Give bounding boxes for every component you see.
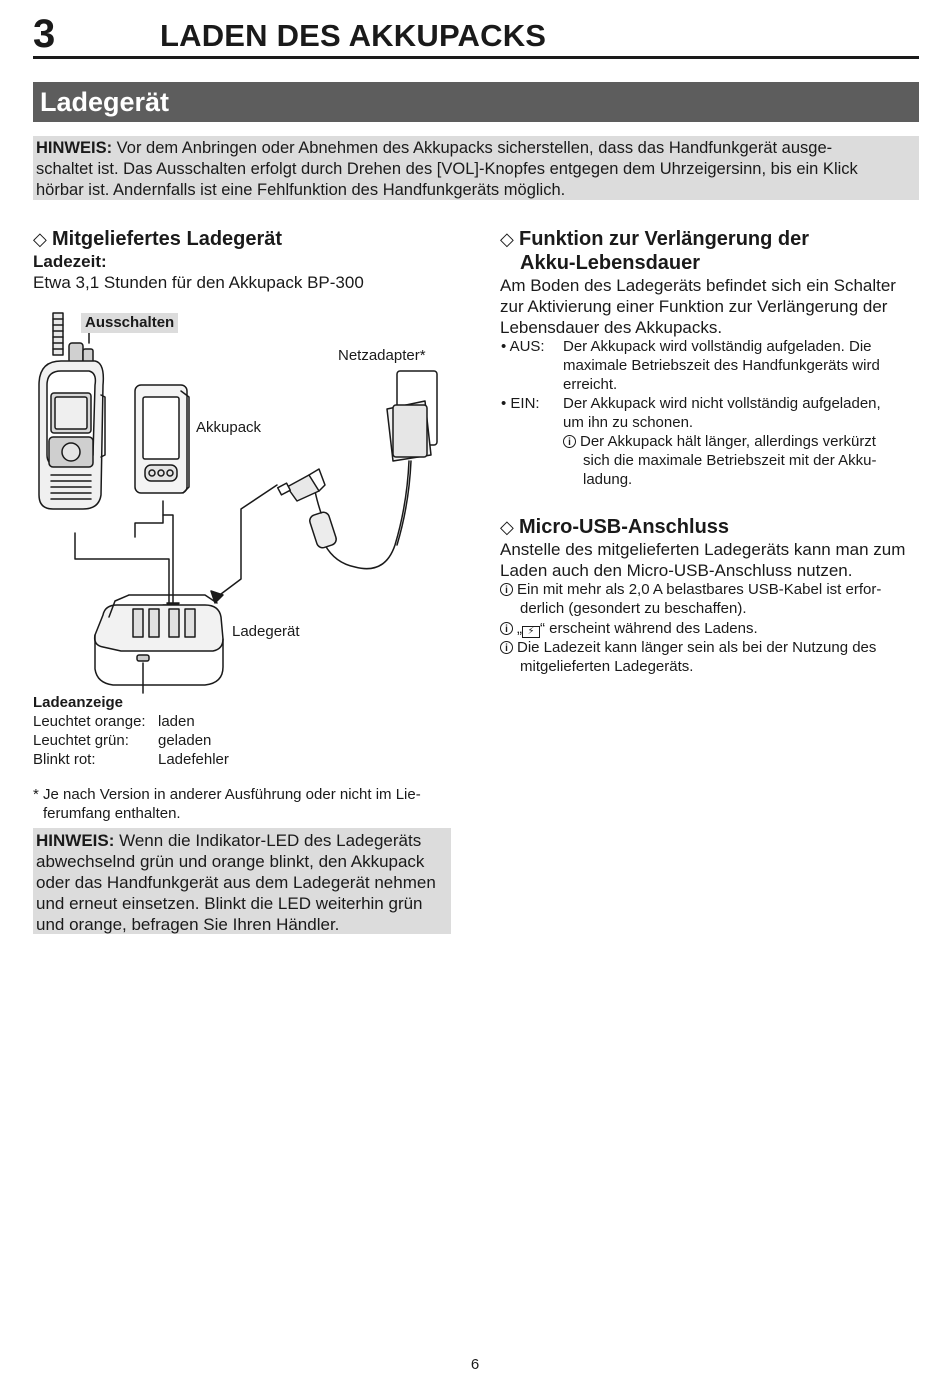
on-info-text: Der Akkupack hält länger, allerdings verkürzt xyxy=(580,433,876,450)
label-adapter: Netzadapter* xyxy=(338,347,426,364)
note-left-line: und erneut einsetzen. Blinkt die LED weiterhin grün xyxy=(36,894,423,913)
off-label: • AUS: xyxy=(501,338,545,355)
indicator-state: Leuchtet orange: xyxy=(33,713,146,730)
section-title: Ladegerät xyxy=(40,87,170,117)
note-top xyxy=(33,136,919,200)
on-info xyxy=(563,432,876,451)
usb-info-1-text: derlich (gesondert zu beschaffen). xyxy=(520,600,747,617)
on-text: Der Akkupack wird nicht vollständig aufgeladen, xyxy=(563,395,881,412)
info-circle-icon: i xyxy=(563,435,576,448)
diamond-outline-icon: ◇ xyxy=(500,229,514,249)
heading-supplied-charger-text: Mitgeliefertes Ladegerät xyxy=(52,228,283,250)
heading-supplied-charger xyxy=(33,227,282,251)
indicator-state: Leuchtet grün: xyxy=(33,732,129,749)
note-top-label: HINWEIS: xyxy=(36,139,113,157)
usb-info-1-text: Ein mit mehr als 2,0 A belastbares USB-Kabel ist erfor- xyxy=(517,581,882,598)
heading-lifespan-line: Funktion zur Verlängerung der xyxy=(519,228,810,250)
off-text: Der Akkupack wird vollständig aufgeladen. Die xyxy=(563,338,872,355)
charge-time-label: Ladezeit: xyxy=(33,252,107,271)
on-info-text: sich die maximale Betriebszeit mit der Akku- xyxy=(583,452,877,469)
lifespan-intro: Am Boden des Ladegeräts befindet sich ein Schalter xyxy=(500,276,896,295)
note-top-line: Vor dem Anbringen oder Abnehmen des Akkupacks sicherstellen, dass das Handfunkgerät ausge- xyxy=(112,139,833,157)
off-text: erreicht. xyxy=(563,376,618,393)
usb-info-2-pre: „ xyxy=(517,620,522,637)
lifespan-intro: Lebensdauer des Akkupacks. xyxy=(500,318,723,337)
heading-lifespan-line: Akku-Lebensdauer xyxy=(520,252,701,274)
lifespan-intro: zur Aktivierung einer Funktion zur Verlängerung der xyxy=(500,297,888,316)
on-info-text: ladung. xyxy=(583,471,633,488)
usb-info-1 xyxy=(500,580,881,599)
chapter-number: 3 xyxy=(33,12,56,56)
usb-info-2 xyxy=(500,619,758,638)
heading-lifespan xyxy=(500,227,809,251)
diamond-outline-icon: ◇ xyxy=(500,517,514,537)
info-circle-icon: i xyxy=(500,622,513,635)
usb-info-3 xyxy=(500,638,876,657)
diamond-outline-icon: ◇ xyxy=(33,229,47,249)
note-left-line: und orange, befragen Sie Ihren Händler. xyxy=(36,915,340,934)
note-left-line: oder das Handfunkgerät aus dem Ladegerät nehmen xyxy=(36,873,436,892)
chapter-title: LADEN DES AKKUPACKS xyxy=(160,18,547,53)
charge-time-text: Etwa 3,1 Stunden für den Akkupack BP-300 xyxy=(33,273,364,292)
heading-usb-text: Micro-USB-Anschluss xyxy=(519,516,730,538)
heading-usb xyxy=(500,515,729,539)
on-label: • EIN: xyxy=(501,395,540,412)
note-left-line: abwechselnd grün und orange blinkt, den Akkupack xyxy=(36,852,425,871)
usb-intro: Anstelle des mitgelieferten Ladegeräts kann man zum xyxy=(500,540,906,559)
label-charger: Ladegerät xyxy=(232,623,300,640)
usb-intro: Laden auch den Micro-USB-Anschluss nutzen. xyxy=(500,561,853,580)
footnote-line: ferumfang enthalten. xyxy=(43,805,181,822)
section-bar xyxy=(33,82,919,122)
page-number: 6 xyxy=(470,1356,480,1373)
note-top-line: schaltet ist. Das Ausschalten erfolgt durch Drehen des [VOL]-Knopfes entgegen dem Uhrzeigersinn, bis ein Klick xyxy=(36,160,858,178)
footnote-line: * Je nach Version in anderer Ausführung oder nicht im Lie- xyxy=(33,786,421,803)
info-circle-icon: i xyxy=(500,641,513,654)
charging-battery-icon: ⚡ xyxy=(522,626,540,638)
note-left-label: HINWEIS: xyxy=(36,831,115,850)
info-circle-icon: i xyxy=(500,583,513,596)
usb-info-3-text: mitgelieferten Ladegeräts. xyxy=(520,658,694,675)
label-power-off: Ausschalten xyxy=(81,313,178,333)
indicator-title: Ladeanzeige xyxy=(33,694,124,711)
note-left xyxy=(33,828,451,934)
indicator-meaning: Ladefehler xyxy=(158,751,229,768)
indicator-meaning: laden xyxy=(158,713,195,730)
indicator-meaning: geladen xyxy=(158,732,212,749)
label-battery: Akkupack xyxy=(196,419,262,436)
note-left-line: Wenn die Indikator-LED des Ladegeräts xyxy=(114,831,422,850)
off-text: maximale Betriebszeit des Handfunkgeräts wird xyxy=(563,357,880,374)
note-top-line: hörbar ist. Andernfalls ist eine Fehlfunktion des Handfunkgeräts möglich. xyxy=(36,181,566,199)
on-text: um ihn zu schonen. xyxy=(563,414,694,431)
usb-info-2-post: “ erscheint während des Ladens. xyxy=(540,620,758,637)
indicator-state: Blinkt rot: xyxy=(33,751,96,768)
usb-info-3-text: Die Ladezeit kann länger sein als bei der Nutzung des xyxy=(517,639,877,656)
chapter-rule xyxy=(33,56,919,59)
